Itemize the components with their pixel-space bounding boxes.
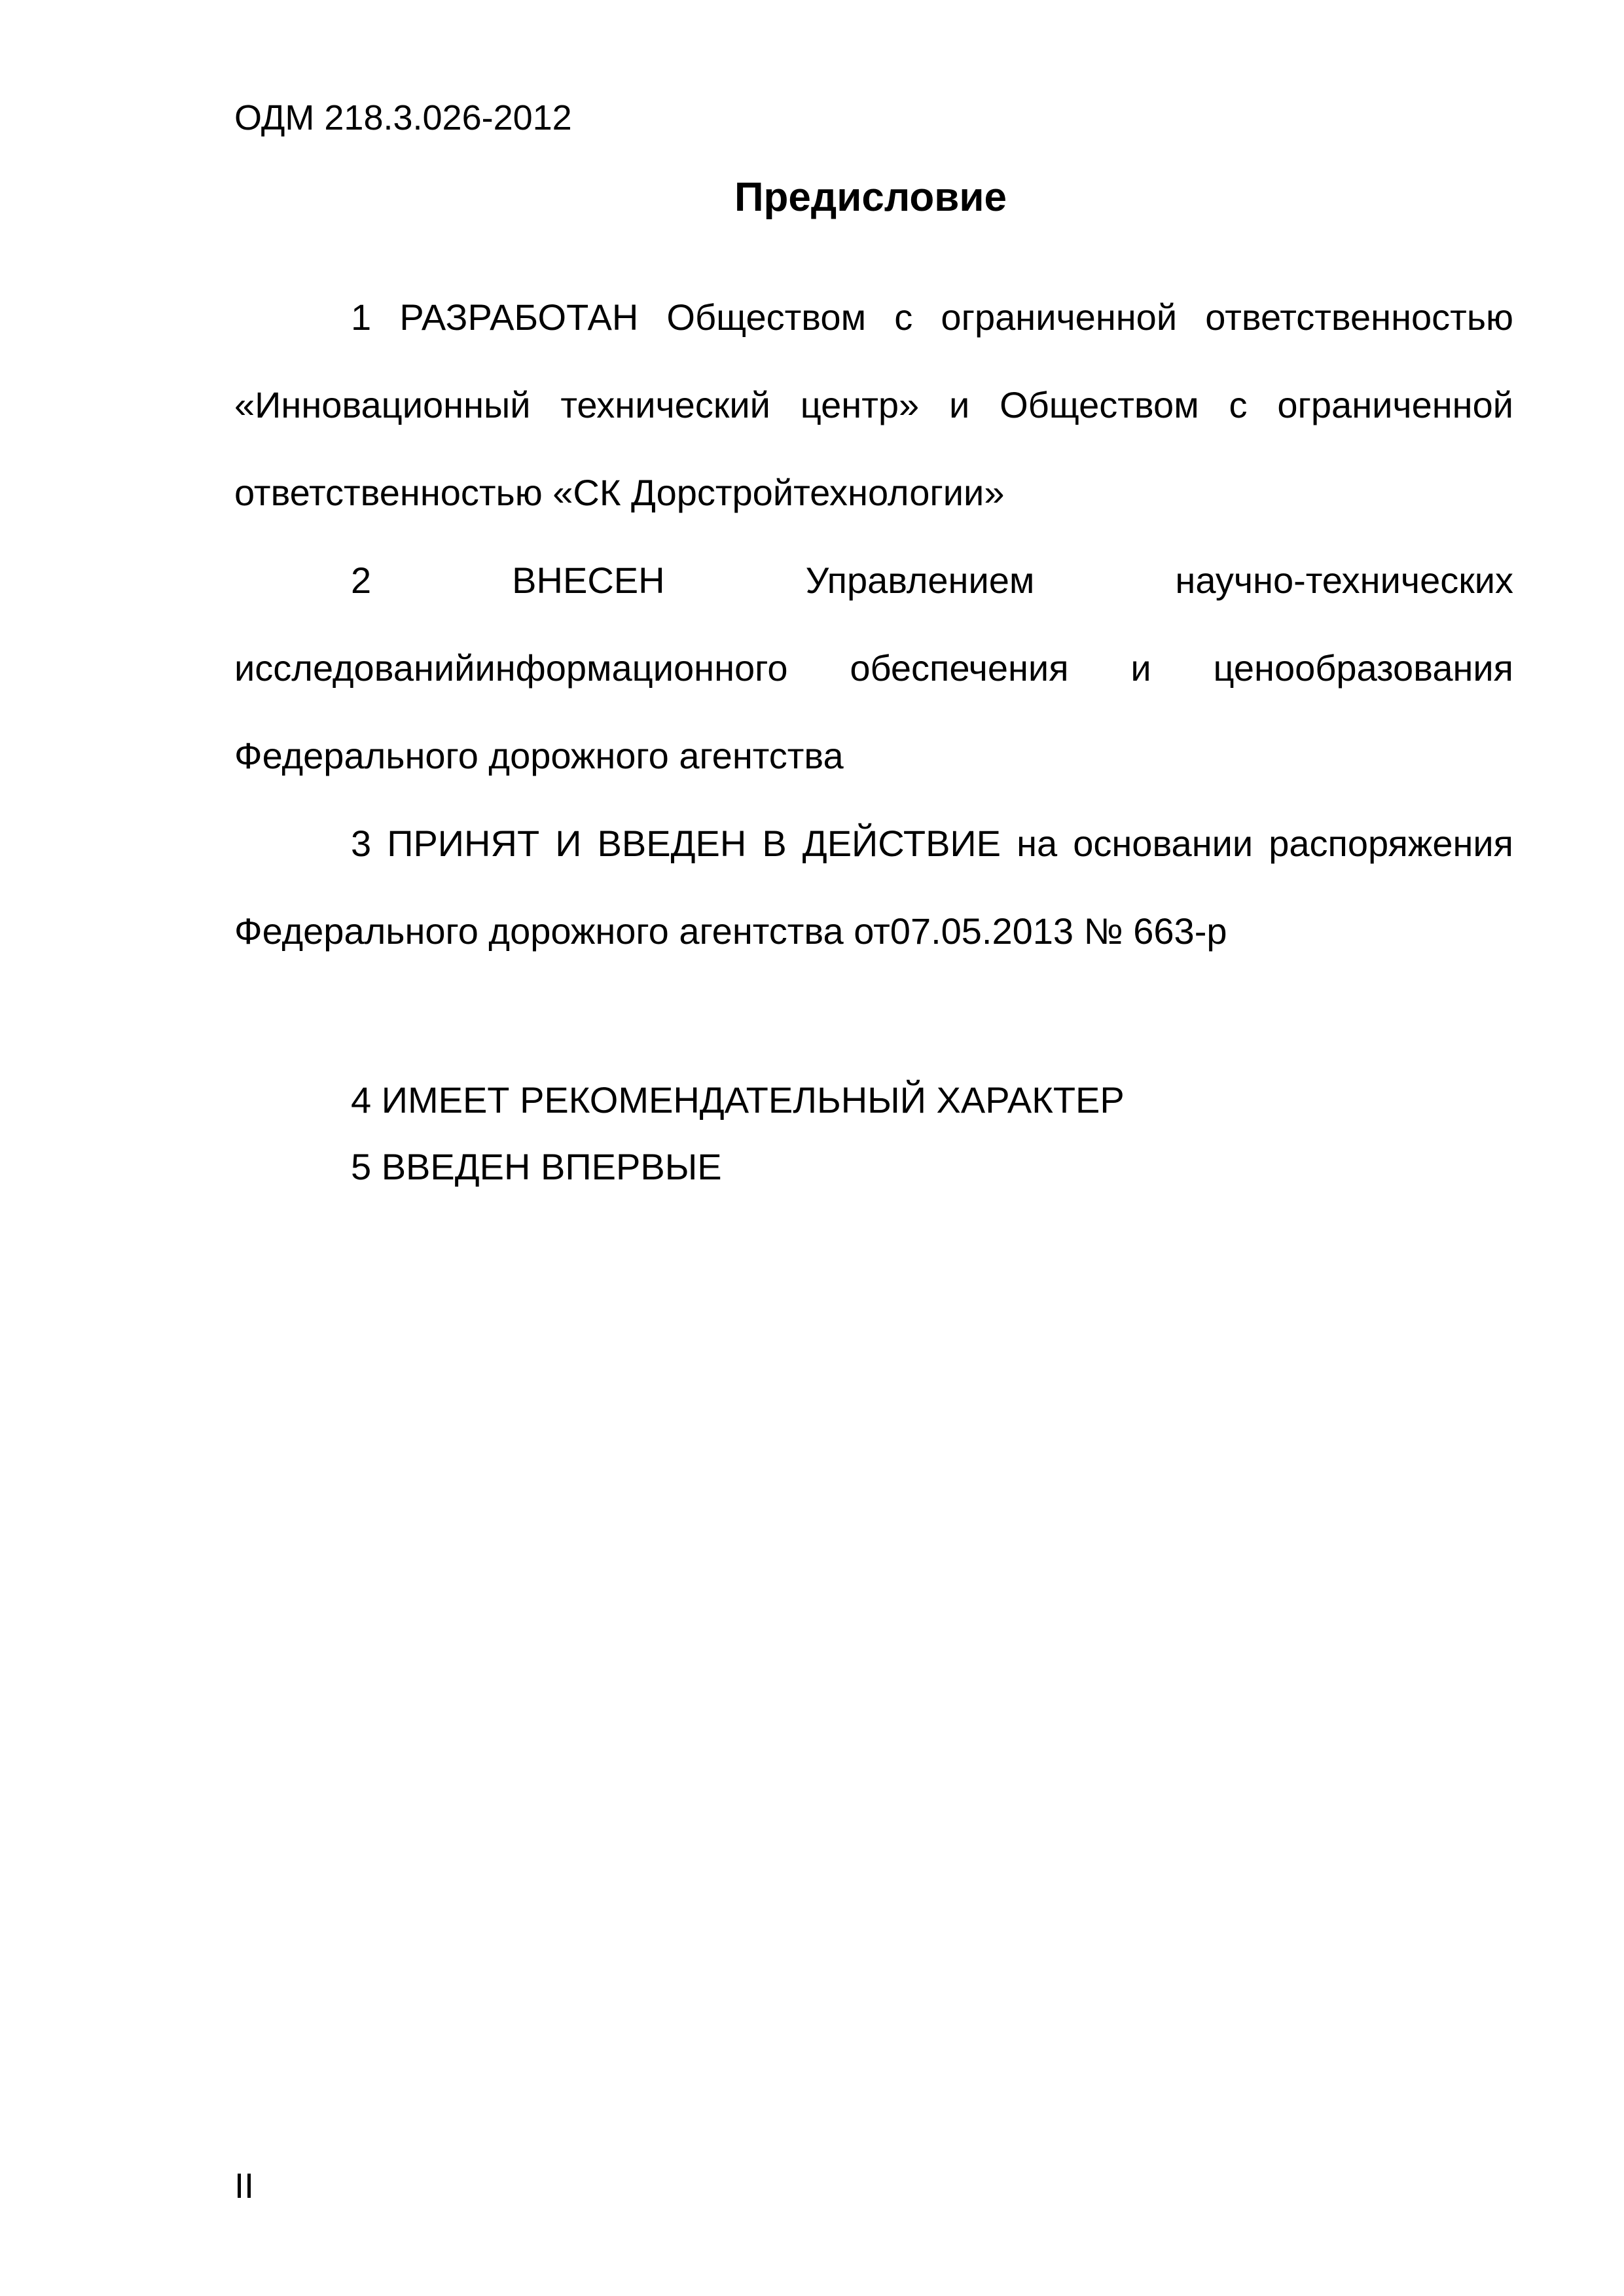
preface-body [234,274,1513,975]
preface-short-items [351,1067,1125,1200]
page-number: II [234,2166,255,2206]
preface-paragraph-2: 2 ВНЕСЕН Управлением научно-технических исследованийинформационного обеспечения и ценообразования Федерального дорожного агентства [234,560,1513,776]
preface-item-4: 4 ИМЕЕТ РЕКОМЕНДАТЕЛЬНЫЙ ХАРАКТЕР [351,1079,1125,1121]
preface-paragraph-1: 1 РАЗРАБОТАН Обществом с ограниченной ответственностью «Инновационный технический центр» и Обществом с ограниченной ответственностью «СК Дорстройтехнологии» [234,296,1513,513]
document-code-header: ОДМ 218.3.026-2012 [234,98,572,137]
preface-paragraph-3: 3 ПРИНЯТ И ВВЕДЕН В ДЕЙСТВИЕ на основании распоряжения Федерального дорожного агентства от07.05.2013 № 663-р [234,823,1513,952]
preface-item-5: 5 ВВЕДЕН ВПЕРВЫЕ [351,1146,722,1187]
page-title: Предисловие [734,175,1007,220]
